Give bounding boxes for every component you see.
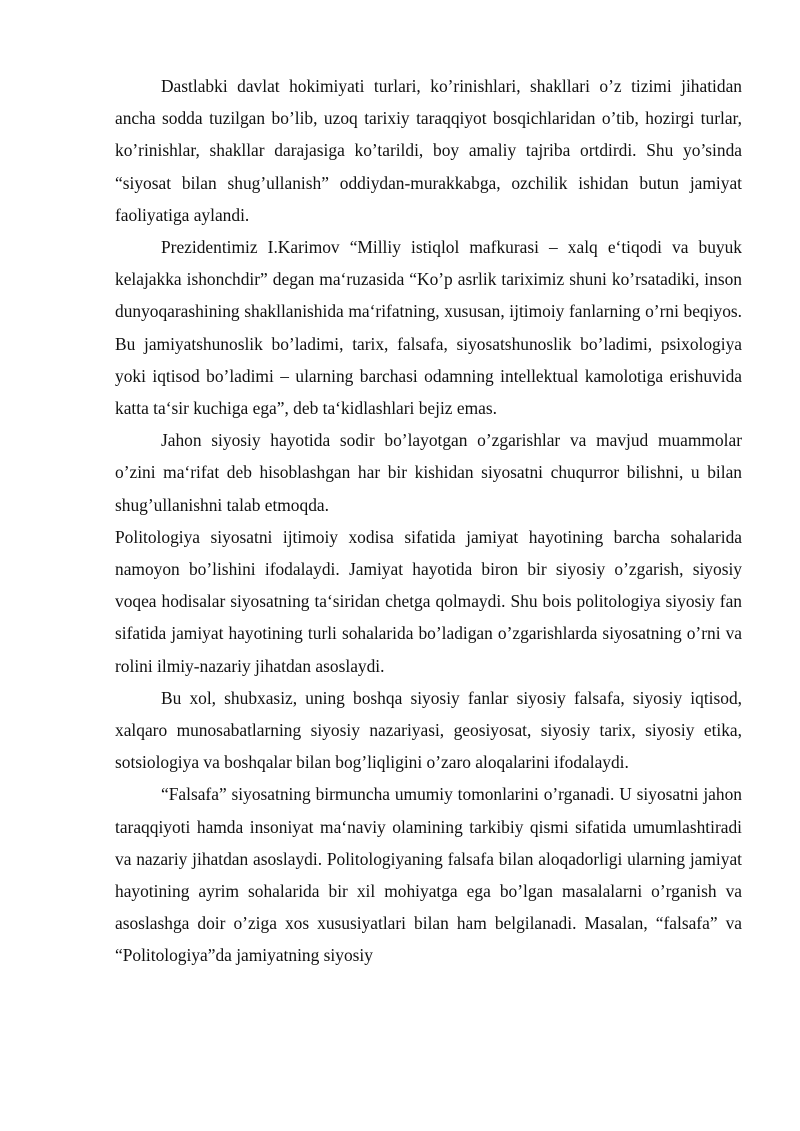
paragraph-3: Jahon siyosiy hayotida sodir bo’layotgan o’zgarishlar va mavjud muammolar o’zini ma‘rifat deb hisoblashgan har bir kishidan siyosatni chuqurror bilishni, u bilan shug’ullanishni talab etmoqda. bbox=[115, 430, 742, 515]
body-text bbox=[115, 70, 742, 972]
paragraph-5: Bu xol, shubxasiz, uning boshqa siyosiy fanlar siyosiy falsafa, siyosiy iqtisod, xalqaro munosabatlarning siyosiy nazariyasi, geosiyosat, siyosiy tarix, siyosiy etika, sotsiologiya va boshqalar bilan bog’liqligini o’zaro aloqalarini ifodalaydi. bbox=[115, 687, 742, 773]
paragraph-6: “Falsafa” siyosatning birmuncha umumiy tomonlarini o’rganadi. U siyosatni jahon taraqqiyoti hamda insoniyat ma‘naviy olamining tarkibiy qismi sifatida umumlashtiradi va nazariy jihatdan asoslaydi. Politologiyaning falsafa bilan aloqadorligi ularning jamiyat hayotining ayrim sohalarida bir xil mohiyatga ega bo’lgan masalalarni o’rganish va asoslashga doir o’ziga xos xususiyatlari bilan ham belgilanadi. Masalan, “falsafa” va “Politologiya”da jamiyatning siyosiy bbox=[115, 784, 742, 966]
paragraph-4: Politologiya siyosatni ijtimoiy xodisa sifatida jamiyat hayotining barcha sohalarida namoyon bo’lishini ifodalaydi. Jamiyat hayotida biron bir siyosiy o’zgarish, siyosiy voqea hodisalar siyosatning ta‘siridan chetga qolmaydi. Shu bois politologiya siyosiy fan sifatida jamiyat hayotining turli sohalarida bo’ladigan o’zgarishlarda siyosatning o’rni va rolini ilmiy-nazariy jihatdan asoslaydi. bbox=[115, 526, 742, 676]
paragraph-1: Dastlabki davlat hokimiyati turlari, ko’rinishlari, shakllari o’z tizimi jihatidan ancha sodda tuzilgan bo’lib, uzoq tarixiy taraqqiyot bosqichlaridan o’tib, hozirgi turlar, ko’rinishlar, shakllar darajasiga ko’tarildi, boy amaliy tajriba ortdirdi. Shu yo’sinda “siyosat bilan shug’ullanish” oddiydan-murakkabga, ozchilik ishidan butun jamiyat faoliyatiga aylandi. bbox=[115, 76, 742, 225]
paragraph-2: Prezidentimiz I.Karimov “Milliy istiqlol mafkurasi – xalq e‘tiqodi va buyuk kelajakka ishonchdir” degan ma‘ruzasida “Ko’p asrlik tariximiz shuni ko’rsatadiki, inson dunyoqarashining shakllanishida ma‘rifatning, xususan, ijtimoiy fanlarning o’rni beqiyos. Bu jamiyatshunoslik bo’ladimi, tarix, falsafa, siyosatshunoslik bo’ladimi, psixologiya yoki iqtisod bo’ladimi – ularning barchasi odamning intellektual kamolotiga erishuvida katta ta‘sir kuchiga ega”, deb ta‘kidlashlari bejiz emas. bbox=[115, 237, 742, 419]
